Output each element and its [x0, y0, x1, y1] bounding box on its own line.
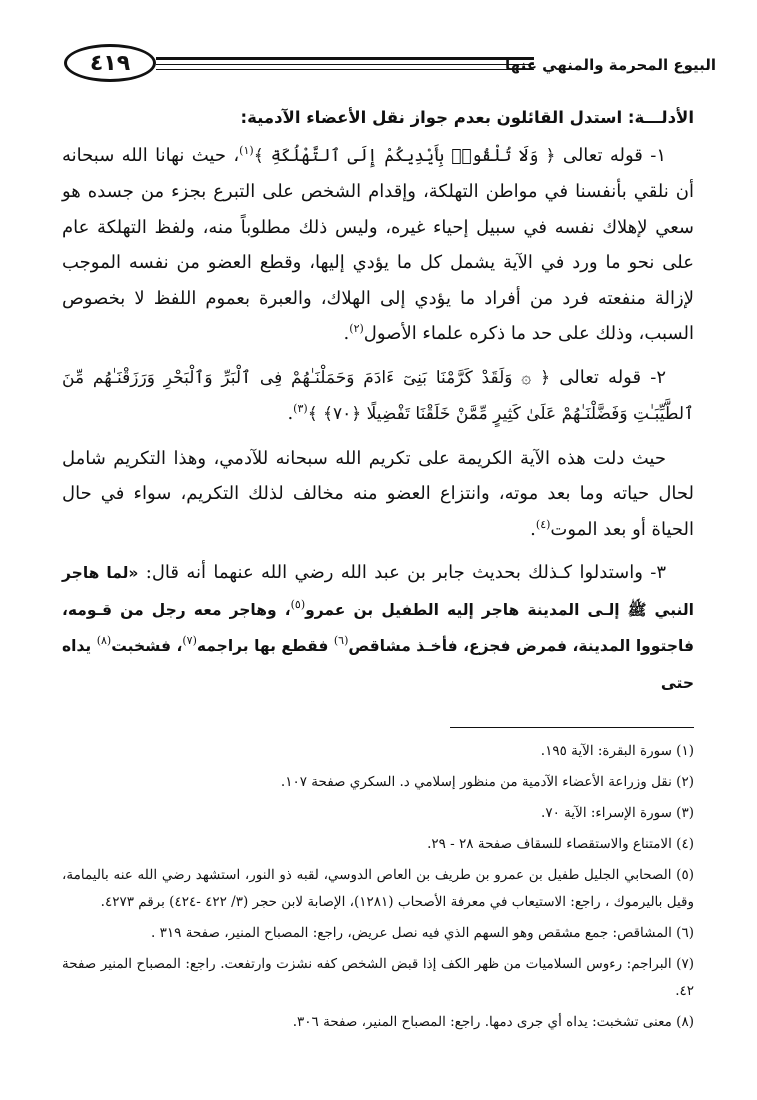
footnote-ref[interactable]: (٤)	[535, 517, 551, 531]
paragraph-text: ٣- واستدلوا كـذلك بحديث جابر بن عبد الله رضي الله عنهما أنه قال:	[138, 562, 666, 583]
footnote: (٦) المشاقص: جمع مشقص وهو السهم الذي فيه نصل عريض، راجع: المصباح المنير، صفحة ٣١٩ .	[151, 925, 694, 941]
footnote-ref[interactable]: (٧)	[182, 634, 197, 647]
paragraph-text: ، حيث نهانا الله سبحانه أن نلقي بأنفسنا في مواطن التهلكة، وإقدام الشخص على التبرع بجزء من جسده هو سعي لإهلاك نفسه في سبيل إحياء غيره، وليس ذلك مطلوباً منه، ولفظ التهلكة عام على نحو ما ورد في الآية يشمل كل ما يؤدي إليها، وقطع العضو من نفسه الموجب لإزالة منفعته فرد من أفراد ما يؤدي إلى الهلاك، والعبرة بعموم اللفظ لا بخصوص السبب، وذلك على حد ما ذكره علماء الأصول	[62, 144, 694, 344]
quran-verse: ﴿ ۞ وَلَقَدْ كَرَّمْنَا بَنِىٓ ءَادَمَ وَحَمَلْنَـٰهُمْ فِى ٱلْبَرِّ وَٱلْبَحْرِ وَرَزَقْنَـٰهُم مِّنَ ٱلطَّيِّبَـٰتِ وَفَضَّلْنَـٰهُمْ عَلَىٰ كَثِيرٍ مِّمَّنْ خَلَقْنَا تَفْضِيلًا ﴿٧٠﴾ ﴾	[62, 367, 694, 424]
page-number: ٤١٩	[64, 44, 156, 82]
section-heading: الأدلـــة: استدل القائلون بعدم جواز نقل الأعضاء الآدمية:	[240, 108, 694, 127]
footnote-ref[interactable]: (٦)	[333, 634, 349, 647]
footnote: (٧) البراجم: رءوس السلاميات من ظهر الكف إذا قبض الشخص كفه نشزت وارتفعت. راجع: المصباح المنير صفحة ٤٢.	[62, 956, 694, 999]
footnote-ref[interactable]: (٢)	[349, 322, 364, 335]
hadith-text: يداه حتى	[62, 637, 694, 692]
paragraph-text: .	[287, 403, 294, 424]
footnote: (٢) نقل وزراعة الأعضاء الآدمية من منظور إسلامي د. السكري صفحة ١٠٧.	[280, 774, 694, 790]
footnote-ref[interactable]: (٨)	[96, 634, 112, 647]
quran-verse: ﴿ وَلَا تُلْقُوا۟ بِأَيْدِيكُمْ إِلَى ٱلتَّهْلُكَةِ ﴾	[253, 145, 556, 166]
footnote-ref[interactable]: (١)	[239, 143, 254, 157]
footnote: (٨) معنى تشخبت: يداه أي جرى دمها. راجع: المصباح المنير، صفحة ٣٠٦.	[292, 1014, 694, 1030]
footnote: (٣) سورة الإسراء: الآية ٧٠.	[541, 805, 694, 821]
paragraph-text: ٢- قوله تعالى	[550, 366, 666, 388]
page-header	[48, 36, 716, 92]
footnote: (٤) الامتناع والاستقصاء للسقاف صفحة ٢٨ - ٢٩.	[427, 836, 694, 852]
header-rule-thin	[156, 69, 534, 70]
header-rule-thin	[156, 64, 534, 65]
header-rule-thick	[156, 57, 534, 60]
paragraph-4	[62, 555, 694, 701]
paragraph-text: ١- قوله تعالى	[555, 144, 667, 166]
paragraph-2	[62, 360, 694, 433]
paragraph-text: .	[530, 518, 536, 540]
paragraph-text: .	[343, 323, 350, 344]
footnote-ref[interactable]: (٣)	[293, 402, 308, 415]
paragraph-1	[62, 138, 694, 352]
running-title: البيوع المحرمة والمنهي عنها	[505, 56, 716, 74]
paragraph-text: حيث دلت هذه الآية الكريمة على تكريم الله سبحانه للآدمي، وهذا التكريم شامل لحال حياته وما بعد موته، وانتزاع العضو منه مخالف لذلك التكريم، سواء في حال الحياة أو بعد الموت	[62, 447, 694, 540]
main-text	[62, 100, 694, 701]
footnote: (٥) الصحابي الجليل طفيل بن عمرو بن طريف بن العاص الدوسي، لقبه ذو النور، استشهد رضي الله عنه باليمامة، وقيل باليرموك ، راجع: الاستيعاب في معرفة الأصحاب (١٢٨١)، الإصابة لابن حجر (٣/ ٤٢٢ -٤٢٤) برقم ٤٢٧٣.	[62, 867, 694, 910]
footnote-separator	[450, 727, 694, 728]
paragraph-3	[62, 441, 694, 548]
hadith-text: ، فشخبت	[111, 637, 183, 655]
footnote: (١) سورة البقرة: الآية ١٩٥.	[540, 743, 694, 759]
hadith-text: «لما هاجر النبي ﷺ إلـى المدينة هاجر إليه الطفيل بن عمرو	[62, 564, 694, 619]
hadith-text: ، وهاجر معه رجل من قـومه، فاجتووا المدينة، فمرض فجزع، فأخـذ مشاقص	[62, 600, 694, 655]
footnotes	[62, 738, 694, 1040]
hadith-text: فقطع بها براجمه	[196, 637, 334, 655]
footnote-ref[interactable]: (٥)	[290, 597, 306, 611]
